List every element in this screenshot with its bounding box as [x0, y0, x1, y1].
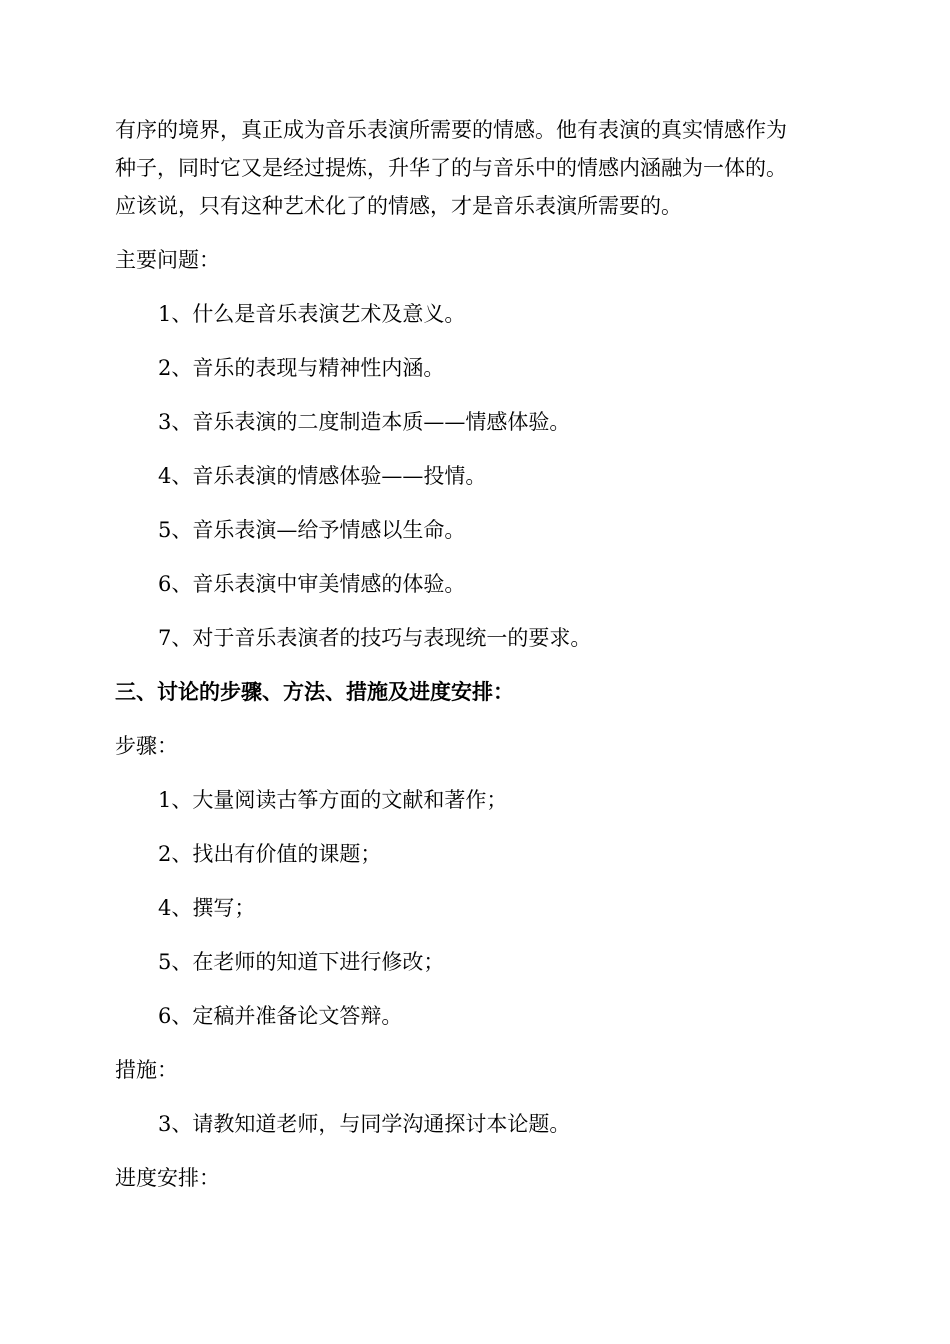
- section-three-title: 三、讨论的步骤、方法、措施及进度安排：: [115, 679, 514, 704]
- step-item: 6、定稿并准备论文答辩。: [158, 1004, 403, 1028]
- main-issue-item: 2、音乐的表现与精神性内涵。: [158, 356, 445, 380]
- step-item: 5、在老师的知道下进行修改；: [158, 950, 445, 974]
- measure-item: 3、请教知道老师，与同学沟通探讨本论题。: [158, 1112, 571, 1136]
- main-issue-item: 4、音乐表演的情感体验——投情。: [158, 464, 487, 488]
- schedule-heading: 进度安排：: [115, 1166, 220, 1190]
- main-issue-item: 3、音乐表演的二度制造本质——情感体验。: [158, 410, 571, 434]
- intro-line-2: 种子，同时它又是经过提炼，升华了的与音乐中的情感内涵融为一体的。: [115, 156, 787, 180]
- intro-line-1: 有序的境界，真正成为音乐表演所需要的情感。他有表演的真实情感作为: [115, 118, 787, 142]
- main-issue-item: 7、对于音乐表演者的技巧与表现统一的要求。: [158, 626, 592, 650]
- main-issue-item: 1、什么是音乐表演艺术及意义。: [158, 302, 466, 326]
- main-issues-heading: 主要问题：: [115, 248, 220, 272]
- measures-heading: 措施：: [115, 1058, 178, 1082]
- step-item: 4、撰写；: [158, 896, 256, 920]
- main-issue-item: 6、音乐表演中审美情感的体验。: [158, 572, 466, 596]
- step-item: 2、找出有价值的课题；: [158, 842, 382, 866]
- intro-line-3: 应该说，只有这种艺术化了的情感，才是音乐表演所需要的。: [115, 194, 682, 218]
- step-item: 1、大量阅读古筝方面的文献和著作；: [158, 788, 508, 812]
- main-issue-item: 5、音乐表演—给予情感以生命。: [158, 518, 466, 542]
- steps-heading: 步骤：: [115, 734, 178, 758]
